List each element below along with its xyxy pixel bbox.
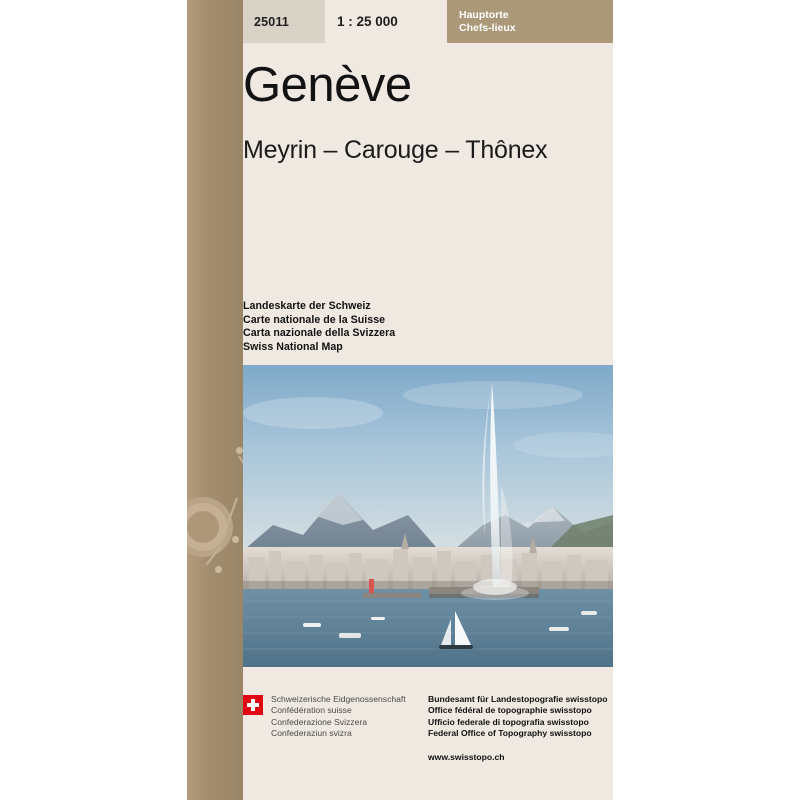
map-category-box — [447, 0, 613, 43]
office-block — [428, 694, 613, 740]
path-dot — [232, 536, 239, 543]
series-name-it: Carta nazionale della Svizzera — [243, 327, 396, 340]
map-scale-box — [325, 0, 447, 43]
confederation-block — [271, 694, 431, 740]
map-number-box — [243, 0, 325, 43]
category-line-de: Hauptorte — [459, 8, 509, 21]
confederation-fr: Confédération suisse — [271, 705, 352, 716]
cover-footer — [243, 690, 613, 780]
page-title: Genève — [243, 58, 412, 112]
series-name-de: Landeskarte der Schweiz — [243, 300, 371, 312]
office-it: Ufficio federale di topografia swisstopo — [428, 716, 589, 727]
circle-inner-decoration — [187, 511, 219, 543]
confederation-rm: Confederaziun svizra — [271, 728, 352, 739]
office-fr: Office fédéral de topographie swisstopo — [428, 705, 592, 716]
band-gradient — [187, 0, 243, 800]
page-subtitle: Meyrin – Carouge – Thônex — [243, 136, 548, 164]
office-de: Bundesamt für Landestopografie swisstopo — [428, 694, 608, 704]
confederation-de: Schweizerische Eidgenossenschaft — [271, 694, 406, 704]
path-dot — [215, 566, 222, 573]
cover-header — [243, 0, 613, 43]
office-en: Federal Office of Topography swisstopo — [428, 728, 592, 739]
confederation-it: Confederazione Svizzera — [271, 716, 368, 727]
series-name-en: Swiss National Map — [243, 340, 343, 353]
website-link[interactable]: www.swisstopo.ch — [428, 752, 505, 762]
left-decorative-band — [187, 0, 243, 800]
photo-illustration — [243, 365, 613, 667]
map-number: 25011 — [254, 14, 290, 29]
path-dot — [236, 447, 243, 454]
map-scale: 1 : 25 000 — [337, 14, 398, 29]
series-name-block — [243, 300, 613, 354]
map-cover — [187, 0, 613, 800]
swiss-flag-icon — [243, 695, 263, 715]
cover-photograph — [243, 365, 613, 667]
category-line-fr: Chefs-lieux — [459, 21, 516, 34]
series-name-fr: Carte nationale de la Suisse — [243, 313, 386, 326]
